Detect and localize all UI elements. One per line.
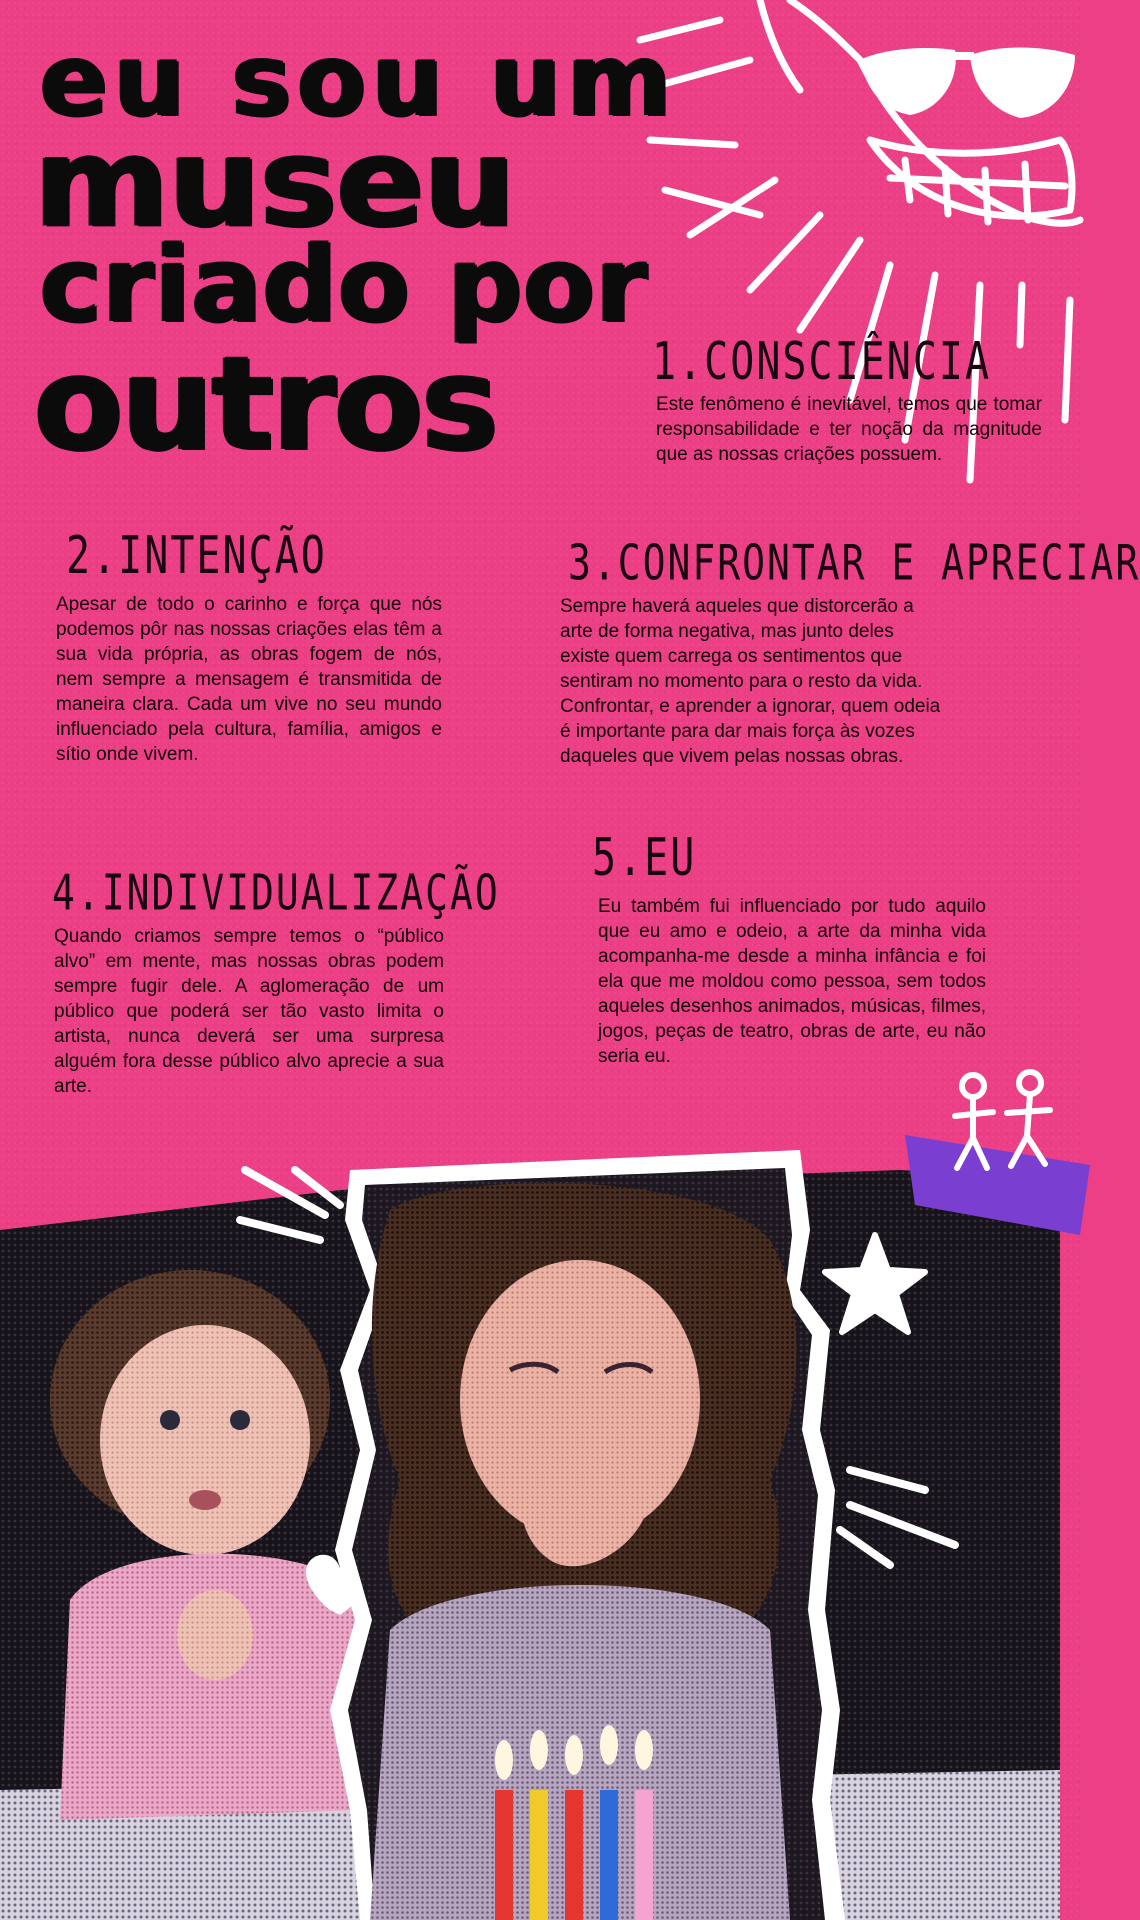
headline-line-4: outros xyxy=(34,327,497,479)
section-body-intencao: Apesar de todo o carinho e força que nós podemos pôr nas nossas criações elas têm a sua vida própria, as obras fogem de nós, nem sempre a mensagem é transmitida de maneira clara. Cada um vive no seu mundo influenciado pela cultura, família, amigos e sítio onde vivem. xyxy=(56,594,442,765)
headline-line-2: museu xyxy=(34,109,516,254)
section-title-confrontar: 3.CONFRONTAR E APRECIAR xyxy=(568,534,1140,592)
section-title-eu: 5.EU xyxy=(592,828,697,888)
section-body-consciencia: Este fenômeno é inevitável, temos que tomar responsabilidade e ter noção da magnitude que as nossas criações possuem. xyxy=(656,394,1042,465)
section-title-intencao: 2.INTENÇÃO xyxy=(66,526,327,586)
main-photo xyxy=(330,1150,850,1920)
star-icon xyxy=(820,1230,930,1340)
section-body-individualizacao: Quando criamos sempre temos o “público alvo” em mente, mas nossas obras podem sempre fugir dele. A aglomeração de um público que poderá ser tão vasto limita o artista, nunca deverá ser uma surpresa alguém fora desse público alvo aprecie a sua arte. xyxy=(54,926,444,1097)
section-body-eu: Eu também fui influenciado por tudo aquilo que eu amo e odeio, a arte da minha vida acompanha-me desde a minha infância e foi ela que me moldou como pessoa, sem todos aqueles desenhos animados, músicas, filmes, jogos, peças de teatro, obras de arte, eu não seria eu. xyxy=(598,896,986,1067)
burst-lines-icon xyxy=(230,1160,350,1250)
section-body-confrontar: Sempre haverá aqueles que distorcerão a arte de forma negativa, mas junto deles existe quem carrega os sentimentos que sentiram no momento para o resto da vida. Confrontar, e aprender a ignorar, quem odeia é importante para dar mais força às vozes daqueles que vivem pelas nossas obras. xyxy=(560,596,941,767)
headline-line-3: criado por xyxy=(40,223,649,345)
section-title-consciencia: 1.CONSCIÊNCIA xyxy=(652,332,992,392)
stick-figures-icon xyxy=(945,1068,1065,1178)
section-title-individualizacao: 4.INDIVIDUALIZAÇÃO xyxy=(52,864,500,922)
burst-lines-icon xyxy=(820,1460,970,1580)
headline-line-1: eu sou um xyxy=(40,21,678,138)
